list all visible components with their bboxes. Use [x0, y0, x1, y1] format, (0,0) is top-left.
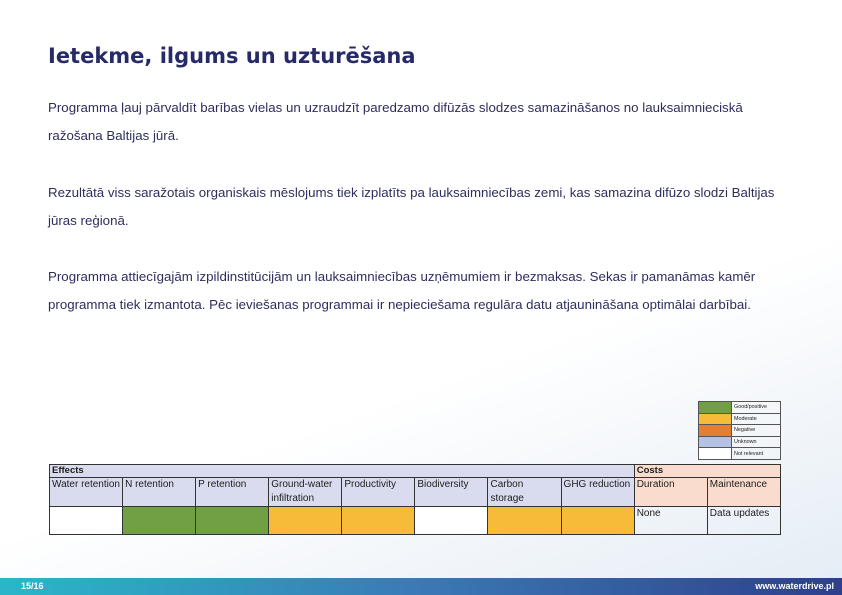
- cost-name: Maintenance: [707, 478, 780, 507]
- legend-swatch-unknown: [699, 436, 732, 448]
- effect-name: N retention: [123, 478, 196, 507]
- page-number: 15/16: [21, 581, 44, 591]
- effect-name: Biodiversity: [415, 478, 488, 507]
- legend-label: Good/positive: [732, 402, 781, 414]
- paragraph-1: Programma ļauj pārvaldīt barības vielas un uzraudzīt paredzamo difūzās slodzes samazināšanos no lauksaimnieciskā ražošana Baltijas jūrā.: [48, 100, 743, 143]
- legend-label: Not relevant: [732, 448, 781, 460]
- effect-rating-cell: [269, 507, 342, 535]
- legend-row: [699, 402, 781, 414]
- effect-name: Carbon storage: [488, 478, 561, 507]
- cost-value: None: [634, 507, 707, 535]
- costs-header: Costs: [634, 465, 780, 478]
- effects-header: Effects: [50, 465, 635, 478]
- legend-row: [699, 413, 781, 425]
- paragraph-2: Rezultātā viss saražotais organiskais mēslojums tiek izplatīts pa lauksaimniecības zemi, kas samazina difūzo slodzi Baltijas jūras reģionā.: [48, 185, 775, 228]
- effect-rating-cell: [50, 507, 123, 535]
- legend-label: Moderate: [732, 413, 781, 425]
- effect-rating-cell: [488, 507, 561, 535]
- effect-name: Water retention: [50, 478, 123, 507]
- cost-name: Duration: [634, 478, 707, 507]
- paragraph-3: Programma attiecīgajām izpildinstitūcijām un lauksaimniecības uzņēmumiem ir bezmaksas. Sekas ir pamanāmas kamēr programma tiek izmantota. Pēc ieviešanas programmai ir nepieciešama regulāra datu atjaunināšana optimālai darbībai.: [48, 269, 756, 312]
- table-names-row: [50, 478, 781, 507]
- effects-costs-table: [49, 464, 781, 535]
- effect-rating-cell: [561, 507, 634, 535]
- effect-rating-cell: [415, 507, 488, 535]
- footer-bar: [0, 578, 842, 595]
- table-header-row: [50, 465, 781, 478]
- legend-swatch-negative: [699, 425, 732, 437]
- legend-label: Unknown: [732, 436, 781, 448]
- legend-swatch-not-relevant: [699, 448, 732, 460]
- legend-row: [699, 448, 781, 460]
- table-values-row: [50, 507, 781, 535]
- effect-rating-cell: [196, 507, 269, 535]
- effect-name: Productivity: [342, 478, 415, 507]
- legend-row: [699, 436, 781, 448]
- website-link[interactable]: www.waterdrive.pl: [755, 581, 834, 591]
- effect-name: P retention: [196, 478, 269, 507]
- cost-value: Data updates: [707, 507, 780, 535]
- effect-name: Ground-water infiltration: [269, 478, 342, 507]
- legend-swatch-moderate: [699, 413, 732, 425]
- effects-legend: [698, 401, 781, 460]
- legend-row: [699, 425, 781, 437]
- effect-rating-cell: [123, 507, 196, 535]
- legend-label: Negative: [732, 425, 781, 437]
- effect-name: GHG reduction: [561, 478, 634, 507]
- legend-swatch-good: [699, 402, 732, 414]
- page-title: Ietekme, ilgums un uzturēšana: [48, 44, 416, 68]
- effect-rating-cell: [342, 507, 415, 535]
